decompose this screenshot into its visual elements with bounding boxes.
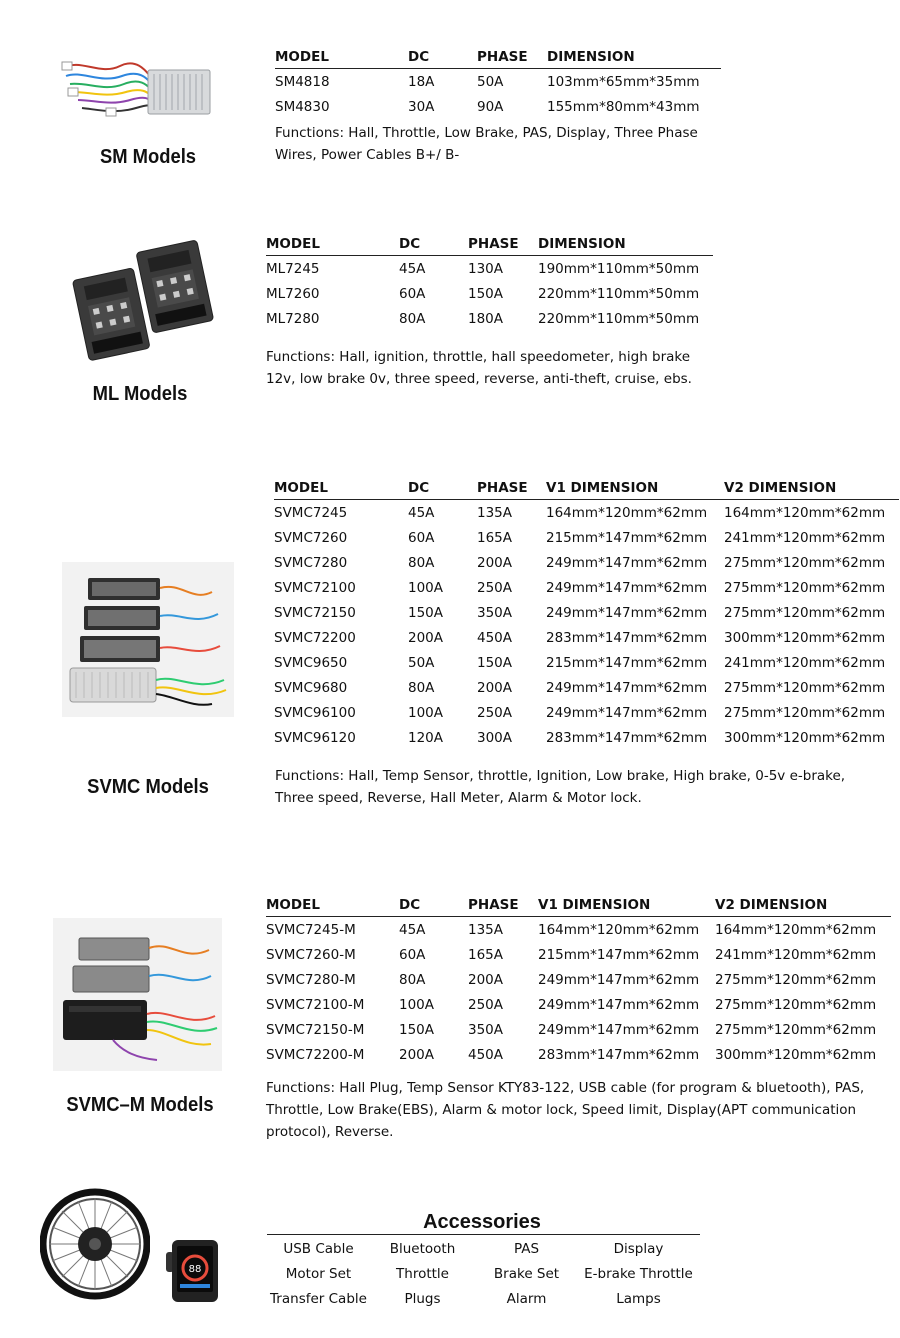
cell-v1-dimension: 215mm*147mm*62mm [546, 654, 708, 671]
cell-model: SM4818 [275, 73, 330, 90]
cell-dc: 30A [408, 98, 435, 115]
cell-v2-dimension: 241mm*120mm*62mm [724, 529, 886, 546]
cell-dc: 60A [399, 285, 426, 302]
functions-line: Functions: Hall, ignition, throttle, hall speedometer, high brake [266, 349, 691, 365]
header-dc: DC [399, 893, 468, 917]
cell-phase: 50A [477, 73, 504, 90]
svmc-models-title: SVMC Models [87, 776, 209, 798]
accessory-item: E-brake Throttle [584, 1265, 693, 1282]
functions-line: Functions: Hall, Temp Sensor, throttle, Ignition, Low brake, High brake, 0-5v e-brake, [275, 768, 846, 784]
svmc-m-functions [266, 1077, 886, 1143]
cell-phase: 90A [477, 98, 504, 115]
table-row [274, 575, 899, 600]
cell-model: SVMC9650 [274, 654, 348, 671]
cell-dc: 80A [399, 310, 426, 327]
accessories-divider [267, 1234, 700, 1235]
accessory-item: Transfer Cable [270, 1290, 367, 1307]
cell-v1-dimension: 249mm*147mm*62mm [546, 604, 708, 621]
accessories-table [266, 1236, 698, 1311]
cell-model: SVMC72200 [274, 629, 356, 646]
cell-phase: 350A [468, 1021, 504, 1038]
cell-dc: 100A [408, 579, 444, 596]
table-row [274, 500, 899, 526]
accessory-item: USB Cable [283, 1240, 354, 1257]
cell-model: SVMC7280-M [266, 971, 356, 988]
cell-phase: 135A [468, 921, 504, 938]
display-image [164, 1238, 224, 1306]
header-phase: PHASE [477, 476, 546, 500]
table-row [266, 281, 713, 306]
table-row [266, 917, 891, 943]
cell-dimension: 220mm*110mm*50mm [538, 285, 700, 302]
cell-phase: 200A [468, 971, 504, 988]
functions-line: protocol), Reverse. [266, 1124, 394, 1140]
accessory-item: Bluetooth [389, 1240, 456, 1257]
table-header-row [274, 476, 899, 500]
svmc-m-spec-table [266, 893, 891, 1067]
header-model: MODEL [275, 45, 408, 69]
cell-dc: 45A [408, 504, 435, 521]
header-v1-dimension: V1 DIMENSION [546, 476, 724, 500]
header-model: MODEL [266, 893, 399, 917]
cell-v2-dimension: 275mm*120mm*62mm [715, 996, 877, 1013]
svmc-m-models-title: SVMC–M Models [66, 1094, 214, 1116]
cell-model: SVMC96100 [274, 704, 356, 721]
table-row [274, 725, 899, 750]
accessory-item: Plugs [404, 1290, 441, 1307]
cell-v2-dimension: 275mm*120mm*62mm [724, 604, 886, 621]
cell-v1-dimension: 164mm*120mm*62mm [538, 921, 700, 938]
cell-dc: 80A [399, 971, 426, 988]
cell-dc: 18A [408, 73, 435, 90]
cell-v2-dimension: 300mm*120mm*62mm [724, 729, 886, 746]
accessory-item: Lamps [616, 1290, 661, 1307]
cell-v1-dimension: 249mm*147mm*62mm [546, 679, 708, 696]
functions-line: 12v, low brake 0v, three speed, reverse, anti-theft, cruise, ebs. [266, 371, 692, 387]
cell-phase: 450A [477, 629, 513, 646]
table-header-row [266, 232, 713, 256]
cell-model: SVMC72200-M [266, 1046, 365, 1063]
table-header-row [275, 45, 721, 69]
ml-models-title: ML Models [92, 383, 188, 405]
cell-phase: 450A [468, 1046, 504, 1063]
cell-phase: 250A [468, 996, 504, 1013]
table-row [266, 256, 713, 282]
cell-phase: 200A [477, 679, 513, 696]
cell-v1-dimension: 164mm*120mm*62mm [546, 504, 708, 521]
cell-phase: 150A [468, 285, 504, 302]
wheel-motor-image [40, 1186, 150, 1304]
header-v2-dimension: V2 DIMENSION [715, 893, 891, 917]
cell-model: SVMC7260 [274, 529, 348, 546]
accessory-item: PAS [513, 1240, 540, 1257]
table-row [274, 650, 899, 675]
sm-functions [275, 122, 835, 166]
cell-model: SVMC72100 [274, 579, 356, 596]
cell-model: SVMC7280 [274, 554, 348, 571]
cell-v2-dimension: 275mm*120mm*62mm [724, 579, 886, 596]
cell-v1-dimension: 249mm*147mm*62mm [538, 996, 700, 1013]
svg-text:88: 88 [188, 1264, 202, 1275]
accessory-item: Alarm [506, 1290, 547, 1307]
cell-model: ML7260 [266, 285, 320, 302]
table-row [275, 94, 721, 119]
header-phase: PHASE [468, 232, 538, 256]
cell-phase: 180A [468, 310, 504, 327]
table-row [266, 1042, 891, 1067]
cell-v2-dimension: 164mm*120mm*62mm [724, 504, 886, 521]
cell-dc: 100A [408, 704, 444, 721]
cell-v2-dimension: 275mm*120mm*62mm [724, 554, 886, 571]
cell-model: ML7245 [266, 260, 320, 277]
cell-phase: 150A [477, 654, 513, 671]
cell-phase: 165A [477, 529, 513, 546]
cell-dc: 100A [399, 996, 435, 1013]
cell-dc: 50A [408, 654, 435, 671]
functions-line: Throttle, Low Brake(EBS), Alarm & motor lock, Speed limit, Display(APT communication [266, 1102, 857, 1118]
cell-v2-dimension: 300mm*120mm*62mm [724, 629, 886, 646]
table-row [274, 675, 899, 700]
accessories-row [266, 1261, 698, 1286]
cell-dimension: 220mm*110mm*50mm [538, 310, 700, 327]
cell-v1-dimension: 283mm*147mm*62mm [546, 629, 708, 646]
cell-v1-dimension: 249mm*147mm*62mm [546, 704, 708, 721]
cell-dc: 45A [399, 260, 426, 277]
cell-dimension: 190mm*110mm*50mm [538, 260, 700, 277]
header-model: MODEL [274, 476, 408, 500]
cell-phase: 130A [468, 260, 504, 277]
cell-dc: 200A [408, 629, 444, 646]
table-row [266, 306, 713, 331]
cell-v2-dimension: 275mm*120mm*62mm [715, 971, 877, 988]
cell-model: SVMC96120 [274, 729, 356, 746]
cell-phase: 135A [477, 504, 513, 521]
cell-model: SM4830 [275, 98, 330, 115]
cell-phase: 300A [477, 729, 513, 746]
header-dimension: DIMENSION [538, 232, 713, 256]
sm-spec-table [275, 45, 721, 119]
table-row [266, 967, 891, 992]
cell-model: ML7280 [266, 310, 320, 327]
cell-dc: 80A [408, 554, 435, 571]
table-row [274, 550, 899, 575]
header-v1-dimension: V1 DIMENSION [538, 893, 715, 917]
cell-dc: 80A [408, 679, 435, 696]
sm-models-title: SM Models [99, 146, 197, 168]
cell-model: SVMC72150-M [266, 1021, 365, 1038]
cell-model: SVMC7245 [274, 504, 348, 521]
accessory-item: Throttle [396, 1265, 449, 1282]
cell-dc: 60A [408, 529, 435, 546]
cell-v1-dimension: 249mm*147mm*62mm [538, 971, 700, 988]
header-dc: DC [408, 476, 477, 500]
cell-phase: 200A [477, 554, 513, 571]
table-row [266, 942, 891, 967]
header-phase: PHASE [468, 893, 538, 917]
accessory-item: Brake Set [493, 1265, 560, 1282]
table-row [274, 600, 899, 625]
cell-phase: 350A [477, 604, 513, 621]
cell-v1-dimension: 249mm*147mm*62mm [546, 579, 708, 596]
cell-v2-dimension: 275mm*120mm*62mm [715, 1021, 877, 1038]
cell-dc: 60A [399, 946, 426, 963]
sm-controller-image [60, 48, 220, 128]
accessory-item: Display [613, 1240, 664, 1257]
svmc-functions [275, 765, 895, 809]
cell-model: SVMC9680 [274, 679, 348, 696]
cell-model: SVMC7260-M [266, 946, 356, 963]
ml-spec-table [266, 232, 713, 331]
svmc-m-controller-image [53, 918, 222, 1071]
cell-model: SVMC72100-M [266, 996, 365, 1013]
header-model: MODEL [266, 232, 399, 256]
table-row [266, 992, 891, 1017]
cell-v1-dimension: 249mm*147mm*62mm [546, 554, 708, 571]
header-dimension: DIMENSION [547, 45, 721, 69]
cell-v1-dimension: 283mm*147mm*62mm [538, 1046, 700, 1063]
cell-phase: 250A [477, 579, 513, 596]
table-row [274, 625, 899, 650]
cell-v2-dimension: 241mm*120mm*62mm [724, 654, 886, 671]
functions-line: Functions: Hall, Throttle, Low Brake, PAS, Display, Three Phase [275, 125, 698, 141]
accessories-row [266, 1286, 698, 1311]
cell-model: SVMC7245-M [266, 921, 356, 938]
cell-dc: 150A [399, 1021, 435, 1038]
cell-dc: 45A [399, 921, 426, 938]
table-row [274, 700, 899, 725]
cell-model: SVMC72150 [274, 604, 356, 621]
ml-functions [266, 346, 826, 390]
cell-v1-dimension: 215mm*147mm*62mm [538, 946, 700, 963]
functions-line: Functions: Hall Plug, Temp Sensor KTY83-122, USB cable (for program & bluetooth), PAS, [266, 1080, 865, 1096]
functions-line: Wires, Power Cables B+/ B- [275, 147, 460, 163]
accessories-title: Accessories [423, 1211, 541, 1233]
cell-phase: 250A [477, 704, 513, 721]
cell-v2-dimension: 164mm*120mm*62mm [715, 921, 877, 938]
cell-phase: 165A [468, 946, 504, 963]
header-dc: DC [399, 232, 468, 256]
cell-v2-dimension: 275mm*120mm*62mm [724, 679, 886, 696]
cell-v2-dimension: 275mm*120mm*62mm [724, 704, 886, 721]
header-dc: DC [408, 45, 477, 69]
cell-dimension: 155mm*80mm*43mm [547, 98, 700, 115]
cell-dc: 200A [399, 1046, 435, 1063]
functions-line: Three speed, Reverse, Hall Meter, Alarm & Motor lock. [275, 790, 642, 806]
cell-v2-dimension: 241mm*120mm*62mm [715, 946, 877, 963]
cell-dc: 120A [408, 729, 444, 746]
ml-controller-image [70, 238, 220, 363]
table-header-row [266, 893, 891, 917]
cell-dc: 150A [408, 604, 444, 621]
cell-v1-dimension: 249mm*147mm*62mm [538, 1021, 700, 1038]
accessory-item: Motor Set [285, 1265, 352, 1282]
header-phase: PHASE [477, 45, 547, 69]
cell-dimension: 103mm*65mm*35mm [547, 73, 700, 90]
table-row [274, 525, 899, 550]
accessories-row [266, 1236, 698, 1261]
header-v2-dimension: V2 DIMENSION [724, 476, 899, 500]
svmc-spec-table [274, 476, 899, 750]
table-row [275, 69, 721, 95]
table-row [266, 1017, 891, 1042]
cell-v1-dimension: 283mm*147mm*62mm [546, 729, 708, 746]
cell-v1-dimension: 215mm*147mm*62mm [546, 529, 708, 546]
svmc-controller-image [62, 562, 234, 717]
cell-v2-dimension: 300mm*120mm*62mm [715, 1046, 877, 1063]
